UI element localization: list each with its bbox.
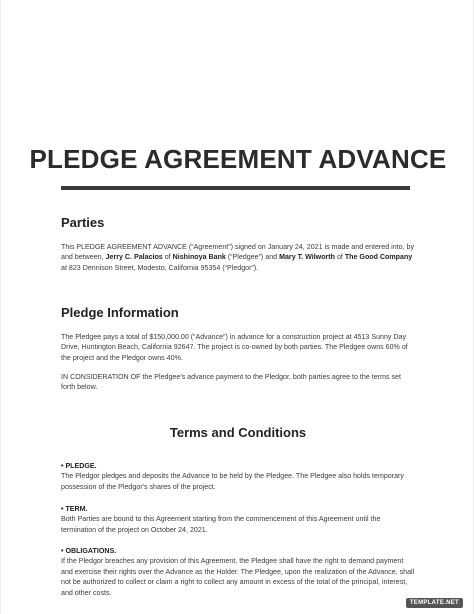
parties-heading: Parties	[61, 215, 105, 230]
term-item-text: The Pledgor pledges and deposits the Advance to be held by the Pledgee. The Pledgee also holds temporary possession of the Pledgor's shares of the project.	[61, 472, 404, 491]
template-watermark: TEMPLATE.NET	[406, 598, 463, 608]
parties-text-3: (“Pledgee”) and	[225, 253, 280, 262]
parties-text-2: of	[162, 253, 173, 262]
party-1-name: Jerry C. Palacios	[105, 253, 163, 262]
title-divider	[61, 186, 410, 190]
term-item-pledge	[61, 461, 415, 492]
pledge-information-paragraph-2: IN CONSIDERATION OF the Pledgee's advance payment to the Pledgor, both parties agree to the terms set forth below.	[61, 373, 401, 392]
document-title: PLEDGE AGREEMENT ADVANCE	[29, 144, 447, 174]
parties-text-4: of	[334, 253, 345, 262]
party-1-org: Nishinoya Bank	[172, 253, 226, 262]
parties-text-5: at 823 Dennison Street, Modesto, California 95354 (“Pledgor”).	[61, 263, 259, 272]
party-2-org: The Good Company	[344, 253, 413, 262]
term-item-text: If the Pledgor breaches any provision of this Agreement, the Pledgee shall have the right to demand payment and exercise their rights over the Advance as the Holder. The Pledgee, upon the realization of the Advance, shall not be authorized to collect or claim a right to collect any amount in excess of the total of the principal, interest, and other costs.	[61, 557, 415, 597]
term-item-term	[61, 504, 415, 535]
term-item-label: • PLEDGE.	[61, 462, 97, 470]
party-2-name: Mary T. Wilworth	[279, 253, 335, 262]
term-item-label: • OBLIGATIONS.	[61, 547, 117, 555]
terms-heading: Terms and Conditions	[169, 425, 307, 440]
parties-paragraph	[61, 242, 415, 273]
term-item-label: • TERM.	[61, 505, 88, 513]
term-item-text: Both Parties are bound to this Agreement starting from the commencement of this Agreement until the termination of the project on October 24, 2021.	[61, 515, 381, 534]
term-item-obligations	[61, 546, 415, 598]
pledge-information-paragraph-1: The Pledgee pays a total of $150,000.00 (“Advance”) in advance for a construction project at 4513 Sunny Day Drive, Huntington Beach, California 92647. The project is co-owned by both parties. The Pledgee owns 60% of the project and the Pledgor owns 40%.	[61, 333, 408, 362]
parties-text-1: This PLEDGE AGREEMENT ADVANCE (“Agreement”) signed on January 24, 2021 is made and entered into, by and between,	[61, 243, 415, 262]
pledge-information-heading: Pledge Information	[61, 305, 179, 320]
